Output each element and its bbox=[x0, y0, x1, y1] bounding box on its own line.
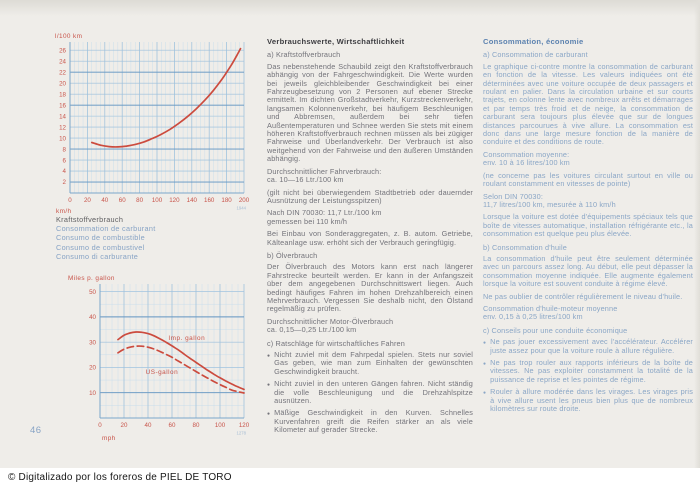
figure-ref: 1278 bbox=[236, 430, 246, 436]
french-bullet-text: Rouler à allure modérée dans les virages. Les virages pris à vive allure usent les pneus bien plus que de nombreux kilomètres sur route droite. bbox=[490, 387, 693, 414]
german-spec-line: ca. 0,15—0,25 Ltr./100 km bbox=[267, 325, 357, 335]
german-column-title: Verbrauchswerte, Wirtschaftlichkeit bbox=[267, 37, 405, 46]
german-sub-0: a) Kraftstoffverbrauch bbox=[267, 50, 341, 60]
german-lines-2 bbox=[267, 168, 473, 185]
x-tick-label: 60 bbox=[168, 422, 176, 429]
caption-line-translation: Consumo de combustible bbox=[56, 233, 145, 243]
y-tick-label: 12 bbox=[59, 124, 66, 132]
x-tick-label: 100 bbox=[214, 422, 226, 429]
x-tick-label: 0 bbox=[98, 422, 102, 429]
y-tick-label: 16 bbox=[59, 102, 66, 110]
y-tick-label: 14 bbox=[59, 113, 66, 121]
french-bullet-12 bbox=[483, 359, 693, 384]
french-sub-0: a) Consommation de carburant bbox=[483, 50, 588, 60]
french-bullet-13 bbox=[483, 388, 693, 413]
y-tick-label: 26 bbox=[59, 47, 66, 55]
watermark: © Digitalizado por los foreros de PIEL DE TORO bbox=[8, 472, 232, 483]
french-spec-line: env. 10 à 16 litres/100 km bbox=[483, 158, 570, 168]
x-tick-label: 40 bbox=[101, 197, 109, 204]
y-tick-label: 40 bbox=[89, 314, 96, 322]
x-tick-label: 120 bbox=[238, 422, 250, 429]
y-tick-label: 24 bbox=[59, 58, 66, 66]
watermark-strip bbox=[0, 468, 700, 493]
bullet-icon: ● bbox=[267, 382, 271, 389]
x-tick-label: 120 bbox=[169, 197, 180, 204]
french-column-title: Consommation, économie bbox=[483, 37, 584, 46]
french-bullet-11 bbox=[483, 338, 693, 355]
german-spec-line: Nach DIN 70030: 11,7 Ltr./100 km bbox=[267, 208, 382, 218]
french-p-3: (ne concerne pas les voitures circulant surtout en ville ou roulant constamment en vitesses de pointe) bbox=[483, 170, 693, 189]
y-tick-label: 2 bbox=[62, 179, 66, 187]
german-spec-line: ca. 10—16 Ltr./100 km bbox=[267, 175, 344, 185]
caption-line-translation: Consumo de combustivel bbox=[56, 242, 145, 252]
caption-line-german: Kraftstoffverbrauch bbox=[56, 215, 124, 224]
german-column-body bbox=[267, 51, 473, 434]
x-tick-label: 20 bbox=[120, 422, 128, 429]
series-kraftstoffverbrauch bbox=[92, 49, 241, 147]
french-sub-6: b) Consommation d'huile bbox=[483, 242, 567, 252]
french-p-7: La consommation d'huile peut être seulement déterminée avec un parcours assez long. Au début, elle peut dépasser la consommation moyenne indiquée. Elle augmente également lorsque la voiture est souvent conduite à régime élevé. bbox=[483, 253, 693, 289]
x-tick-label: 100 bbox=[151, 197, 163, 204]
chart-caption bbox=[56, 215, 156, 261]
series-us-gallon bbox=[118, 346, 244, 393]
german-lines-4 bbox=[267, 209, 473, 226]
y-tick-label: 30 bbox=[89, 339, 96, 347]
french-bullet-text: Ne pas trop rouler aux rapports inférieurs de la boîte de vitesses. Ne pas exploiter constamment la totalité de la puissance de reprise et les pointes de régime. bbox=[490, 358, 693, 384]
y-tick-label: 4 bbox=[62, 168, 66, 176]
x-tick-label: 80 bbox=[136, 197, 144, 204]
german-bullet-text: Nicht zuviel mit dem Fahrpedal spielen. Stets nur soviel Gas geben, wie man zum Einhalten der gewünschten Geschwindigkeit braucht. bbox=[274, 350, 473, 376]
y-axis-label: l/100 km bbox=[55, 33, 83, 40]
french-spec-line: Consommation d'huile-moteur moyenne bbox=[483, 303, 618, 313]
french-column-body bbox=[483, 51, 693, 413]
french-sub-10: c) Conseils pour une conduite économique bbox=[483, 325, 628, 335]
french-p-1: Le graphique ci-contre montre la consommation de carburant en fonction de la vitesse. Les valeurs indiquées ont été déterminées avec une voiture occupée de deux passagers et roulant en palier. Dans la circulation urbaine et sur courts trajets, en colonne lente avec nombreux arrêts et démarrages et par temps très froid et de neige, la consommation de carburant sera toujours plus élevée que sur de longues distances parcourues à vive allure. La consommation est donc dans une large mesure fonction de la manière de conduire et des conditions de route. bbox=[483, 61, 693, 147]
y-tick-label: 20 bbox=[89, 364, 96, 372]
german-column bbox=[267, 38, 473, 439]
x-axis-label: km/h bbox=[56, 208, 72, 215]
caption-translations bbox=[56, 224, 156, 261]
fuel-consumption-chart bbox=[42, 32, 250, 217]
x-tick-label: 20 bbox=[83, 197, 91, 204]
y-tick-label: 6 bbox=[62, 157, 66, 165]
bullet-icon: ● bbox=[483, 390, 487, 397]
y-tick-label: 22 bbox=[59, 69, 66, 77]
german-p-1: Das nebenstehende Schaubild zeigt den Kraftstoffverbrauch abhängig von der Fahrgeschwindigkeit. Die Werte wurden bei jeweils gleichbleibender Geschwindigkeit bei einer Fahrzeugbesetzung von 2 Personen auf ebener Strecke ermittelt. Im dichten Großstadtverkehr, Kurzstreckenverkehr, langsamen Kolonnenverkehr, bei häufigem Beschleunigen und Abbremsen, außerdem bei sehr tiefen Außentemperaturen und Schnee werden Sie stets mit einem höheren Kraftstoffverbrauch rechnen müssen als bei zügiger Fahrweise und Überlandverkehr. Der Verbrauch ist also weitgehend von der Fahrweise und den äußeren Umständen abhängig. bbox=[267, 61, 473, 164]
bullet-icon: ● bbox=[267, 353, 271, 359]
german-p-7: Der Ölverbrauch des Motors kann erst nach längerer Fahrstrecke beurteilt werden. Er kann in der Anfangszeit über dem angegebenen Durchschnittswert liegen. Auch bedingt häufiges Fahren im hohen Drehzahlbereich einen Mehrverbrauch. Vergessen Sie deshalb nicht, den Ölstand regelmäßig zu prüfen. bbox=[267, 262, 473, 314]
x-tick-label: 140 bbox=[186, 197, 197, 204]
bullet-icon: ● bbox=[483, 340, 487, 347]
german-bullet-11 bbox=[267, 380, 473, 405]
y-tick-label: 18 bbox=[59, 91, 66, 99]
german-spec-line: Durchschnittlicher Motor-Ölverbrauch bbox=[267, 316, 394, 326]
german-sub-6: b) Ölverbrauch bbox=[267, 250, 318, 260]
y-tick-label: 10 bbox=[89, 389, 96, 397]
french-bullet-text: Ne pas jouer excessivement avec l'accélérateur. Accélérer juste assez pour que la voiture roule à allure régulière. bbox=[490, 337, 693, 355]
x-tick-label: 60 bbox=[118, 197, 126, 204]
german-spec-line: gemessen bei 110 km/h bbox=[267, 216, 348, 226]
x-tick-label: 200 bbox=[238, 197, 250, 204]
y-tick-label: 10 bbox=[59, 135, 66, 143]
french-spec-line: Consommation moyenne: bbox=[483, 149, 570, 159]
german-p-3: (gilt nicht bei überwiegendem Stadtbetrieb oder dauernder Ausnützung der Leistungsspitzen) bbox=[267, 187, 473, 205]
caption-line-translation: Consommation de carburant bbox=[56, 224, 156, 234]
german-bullet-10 bbox=[267, 351, 473, 376]
y-tick-label: 20 bbox=[59, 80, 66, 88]
french-column bbox=[483, 38, 693, 417]
german-lines-8 bbox=[267, 318, 473, 335]
bullet-icon: ● bbox=[483, 361, 487, 367]
french-lines-4 bbox=[483, 193, 693, 210]
caption-line-translation: Consumo di carburante bbox=[56, 251, 139, 261]
x-tick-label: 40 bbox=[144, 422, 152, 429]
german-bullet-text: Mäßige Geschwindigkeit in den Kurven. Schnelles Kurvenfahren greift die Reifen stärker an als viele Kilometer auf gerader Strecke. bbox=[274, 408, 473, 435]
french-spec-line: env. 0,15 à 0,25 litres/100 km bbox=[483, 312, 583, 322]
german-spec-line: Durchschnittlicher Fahrverbrauch: bbox=[267, 166, 382, 176]
french-lines-9 bbox=[483, 305, 693, 322]
x-tick-label: 160 bbox=[204, 197, 215, 204]
german-bullet-12 bbox=[267, 409, 473, 434]
german-p-5: Bei Einbau von Sonderaggregaten, z. B. autom. Getriebe, Kälteanlage usw. erhöht sich der Verbrauch geringfügig. bbox=[267, 229, 473, 247]
german-sub-9: c) Ratschläge für wirtschaftliches Fahren bbox=[267, 338, 405, 348]
x-tick-label: 0 bbox=[68, 197, 72, 204]
y-tick-label: 50 bbox=[89, 288, 96, 296]
series-label: Imp. gallon bbox=[168, 335, 206, 343]
y-tick-label: 8 bbox=[62, 146, 66, 154]
french-spec-line: Selon DIN 70030: bbox=[483, 191, 544, 201]
french-p-8: Ne pas oublier de contrôler régulièrement le niveau d'huile. bbox=[483, 291, 683, 301]
french-spec-line: 11,7 litres/100 km, mesurée à 110 km/h bbox=[483, 199, 616, 209]
german-bullet-text: Nicht zuviel in den unteren Gängen fahren. Nicht ständig die volle Beschleunigung und die Drehzahlspitze ausnützen. bbox=[274, 379, 473, 406]
figure-ref: 1944 bbox=[236, 205, 246, 211]
french-p-5: Lorsque la voiture est dotée d'équipements spéciaux tels que boîte de vitesses automatique, installation réfrigérante etc., la consommation est quelque peu plus élevée. bbox=[483, 212, 693, 239]
x-axis-label: mph bbox=[102, 435, 116, 442]
french-lines-2 bbox=[483, 151, 693, 168]
page-number: 46 bbox=[30, 425, 42, 436]
y-axis-label: Miles p. gallon bbox=[68, 275, 115, 282]
x-tick-label: 180 bbox=[221, 197, 232, 204]
x-tick-label: 80 bbox=[192, 422, 200, 429]
bullet-icon: ● bbox=[267, 411, 271, 418]
series-label: US-gallon bbox=[145, 368, 179, 376]
mpg-chart bbox=[64, 272, 250, 444]
